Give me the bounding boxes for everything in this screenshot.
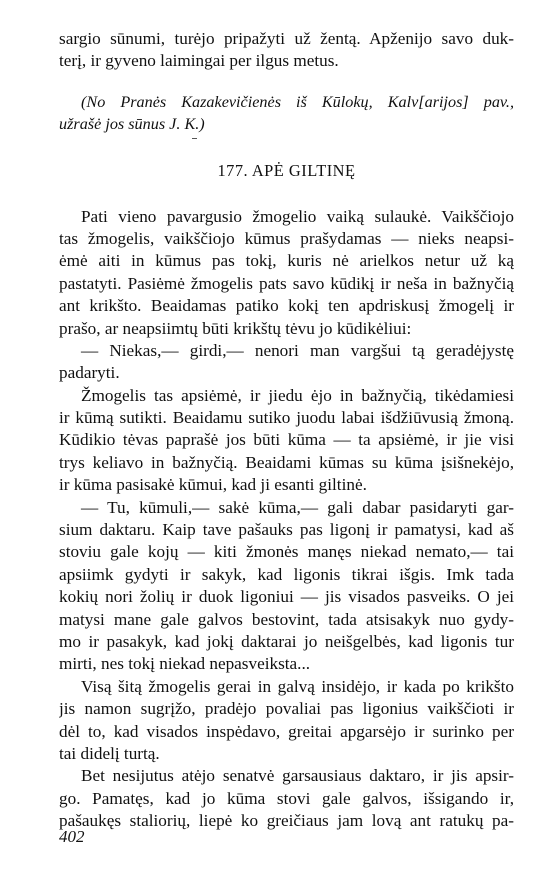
text-line: trys keliavo in bažnyčią. Beaidami kūmas su kūma įsišnekėjo, [59, 452, 514, 472]
text-line: — Tu, kūmuli,— sakė kūma,— gali dabar pasidaryti gar- [81, 497, 514, 517]
text-line: pastatyti. Pasiėmė žmogelis pats savo kūdikį ir neša in bažnyčią [59, 273, 514, 293]
text-line: Kūdikio tėvas paprašė jos būti kūma — ta apsiėmė, ir jie visi [59, 430, 514, 450]
source-note-line: užrašė jos sūnus J. K.) [59, 115, 205, 134]
text-line: Bet nesijutus atėjo senatvė garsausiaus daktaro, ir jis apsir- [81, 766, 514, 786]
text-line: prašo, ar neapsiimtų būti krikštų tėvu jo kūdikėliui: [59, 318, 412, 338]
text-line: apsiimk gydyti ir sakyk, kad ligonis tikrai išgis. Imk tada [59, 564, 514, 584]
text-line: stoviu gale kojų — kiti žmonės manęs niekad nemato,— tai [59, 542, 514, 562]
story-title: 177. APĖ GILTINĘ [217, 160, 356, 180]
source-note [59, 91, 514, 136]
text-line: matysi mane gale galvos bestovint, tada atsisakyk nuo gydy- [59, 609, 514, 629]
text-line: ant krikšto. Beaidamas patiko kokį ten apdriskusį žmogelį ir [59, 296, 514, 316]
text-line: kokių nori žolių ir duok ligoniui — jis visados pasveiks. O jei [59, 587, 514, 607]
top-paragraph [59, 28, 514, 73]
page-body [59, 28, 514, 833]
text-line: sium daktaru. Kaip tave pašauks pas ligonį ir pamatysi, kad aš [59, 520, 514, 540]
page-number: 402 [59, 827, 85, 846]
text-line: Visą šitą žmogelis gerai in galvą insidėjo, ir kada po krikšto [81, 676, 514, 696]
text-line: go. Pamatęs, kad jo kūma stovi gale galvos, išsigando ir, [59, 788, 514, 808]
text-line: ir kūma pasisakė kūmui, kad ji esanti giltinė. [59, 475, 367, 495]
text-line: ir kūmą sutikti. Beaidamu sutiko juodu labai išdžiūvusią žmoną. [59, 408, 514, 428]
text-line: mo ir pasakyk, kad jokį daktarai jo neišgelbės, kad ligonis tur [59, 631, 514, 651]
text-line: Žmogelis tas apsiėmė, ir jiedu ėjo in bažnyčią, tikėdamiesi [81, 385, 514, 405]
text-line: jis namon sugrįžo, pradėjo povaliai pas ligonius vaikščioti ir [59, 699, 514, 719]
text-line: terį, ir gyveno laimingai per ilgus metus. [59, 51, 339, 71]
text-line: tas žmogelis, vaikščiojo kūmus prašydamas — nieks neapsi- [59, 228, 514, 248]
text-line: padaryti. [59, 363, 120, 383]
text-line: — Niekas,— girdi,— nenori man vargšui tą geradėjystę [81, 340, 514, 360]
text-line: dėl to, kad visados inspėdavo, greitai apgarsėjo ir surinko per [59, 721, 514, 741]
source-note-line: (No Pranės Kazakevičienės iš Kūlokų, Kalv[arijos] pav., [81, 92, 514, 111]
divider-mark [59, 136, 514, 150]
text-line: mirti, nes tokį niekad nepasveiksta... [59, 654, 311, 674]
text-line: pašaukęs staliorių, liepė ko greičiaus jam lovą ant ratukų pa- [59, 811, 514, 831]
text-line: ėmė aiti in kūmus pas tokį, kuris nė arielkos netur už ką [59, 251, 514, 271]
text-line: sargio sūnumi, turėjo pripažyti už žentą. Apženijo savo duk- [59, 29, 514, 48]
text-line: Pati vieno pavargusio žmogelio vaiką sulaukė. Vaikščiojo [81, 206, 514, 226]
story-text [59, 206, 514, 833]
text-line: tai didelį turtą. [59, 743, 160, 763]
